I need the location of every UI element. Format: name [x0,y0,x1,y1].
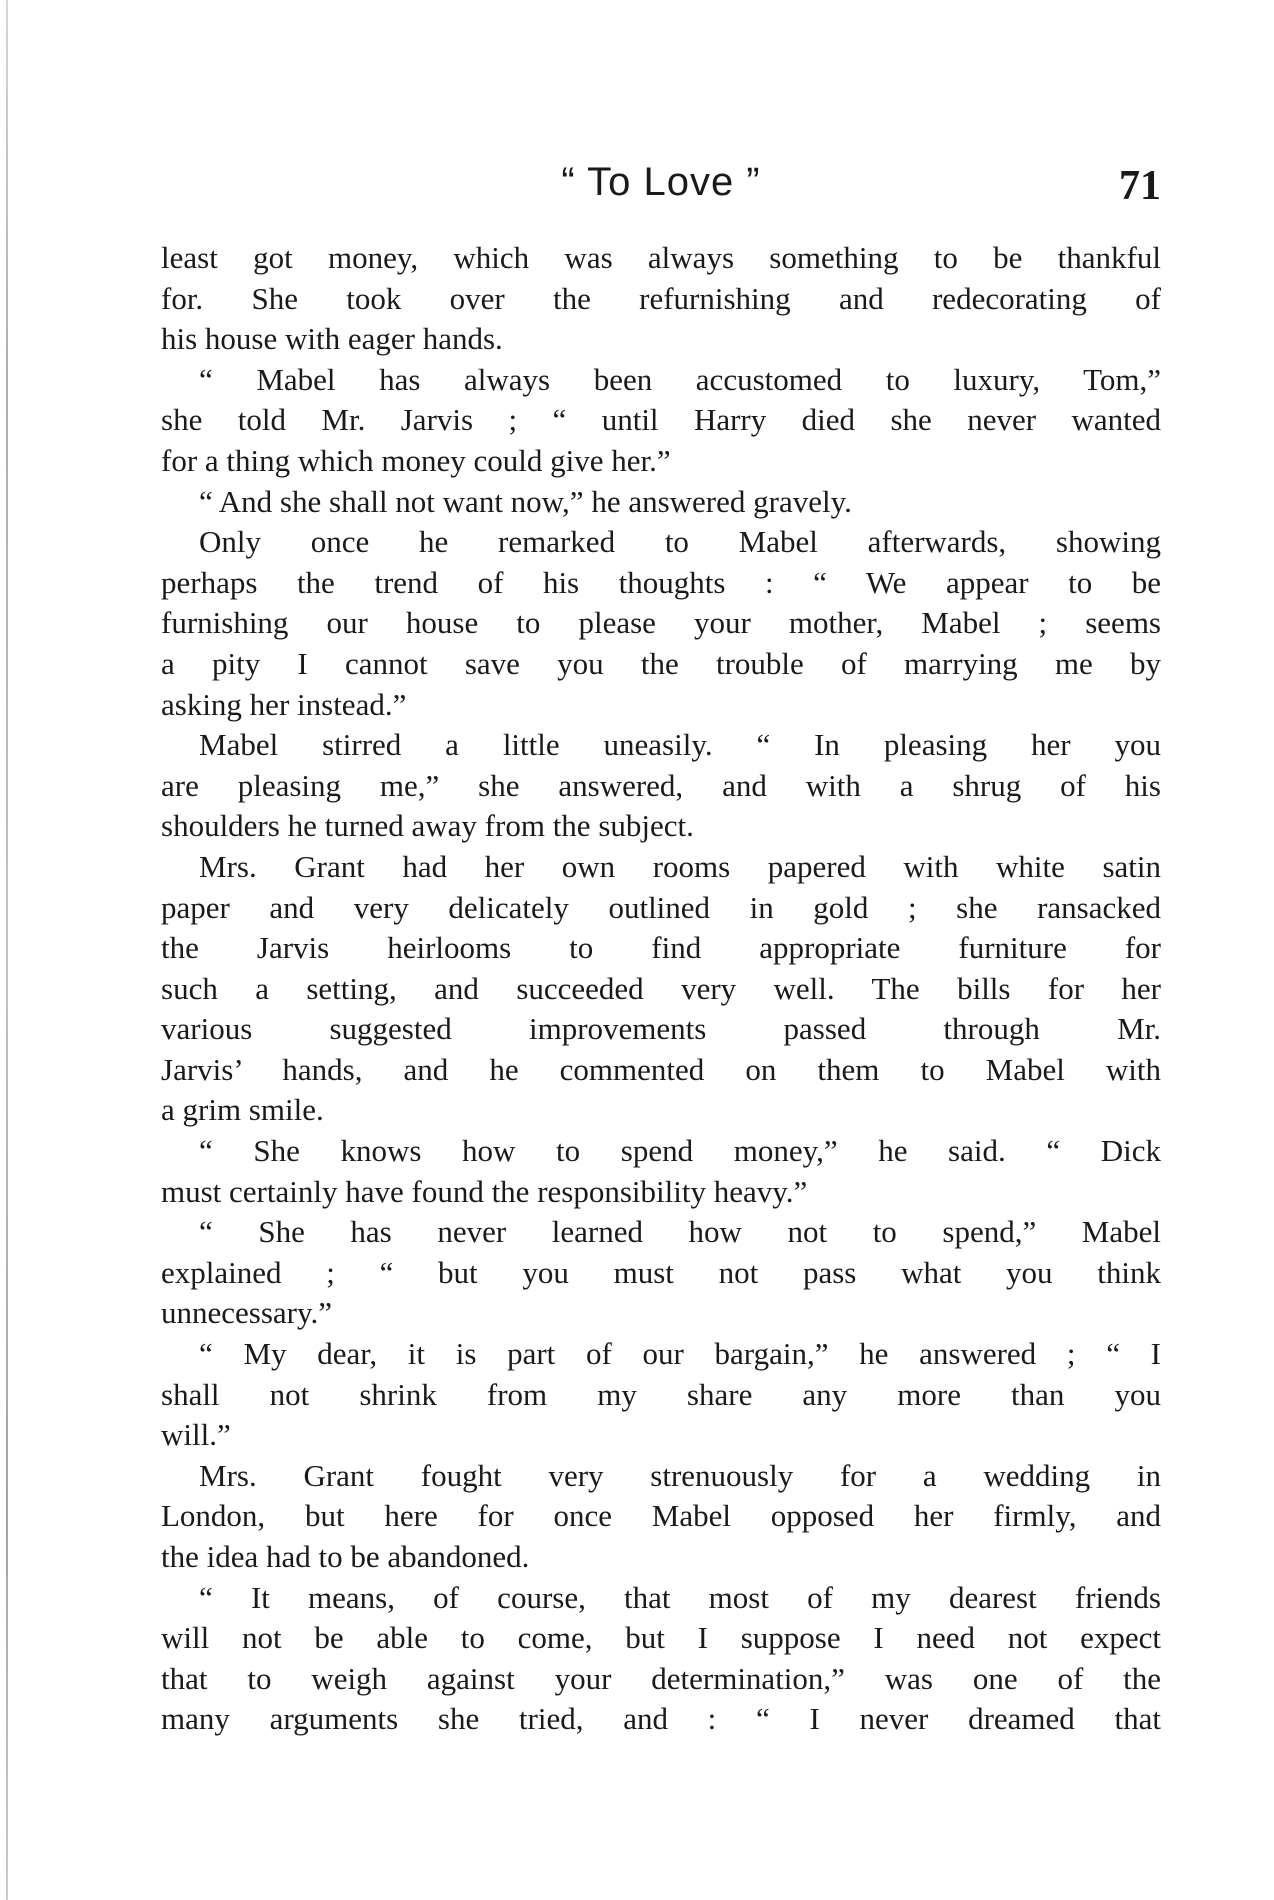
text-line: such a setting, and succeeded very well. The bills for her [161,970,1161,1006]
text-line: unnecessary.” [161,1295,332,1331]
text-line: “ My dear, it is part of our bargain,” he answered ; “ I [199,1336,1161,1372]
text-line: “ Mabel has always been accustomed to luxury, Tom,” [199,361,1161,397]
text-line: for a thing which money could give her.” [161,442,671,478]
text-line: a grim smile. [161,1092,324,1128]
text-line: Mabel stirred a little uneasily. “ In pleasing her you [199,727,1161,763]
text-line: Jarvis’ hands, and he commented on them to Mabel with [161,1051,1161,1087]
text-line: must certainly have found the responsibility heavy.” [161,1173,808,1209]
text-line: furnishing our house to please your mother, Mabel ; seems [161,605,1161,641]
text-line: many arguments she tried, and : “ I never dreamed that [161,1701,1161,1737]
chapter-title: “ To Love ” [561,160,761,204]
text-line: various suggested improvements passed through Mr. [161,1011,1161,1047]
text-line: Mrs. Grant had her own rooms papered with white satin [199,848,1161,884]
text-line: his house with eager hands. [161,321,503,357]
binding-edge [6,0,8,1900]
text-line: asking her instead.” [161,686,407,722]
running-head [161,160,1161,220]
body-text [161,238,1161,1740]
text-line: Mrs. Grant fought very strenuously for a wedding in [199,1457,1161,1493]
text-line: for. She took over the refurnishing and redecorating of [161,280,1161,316]
text-line: that to weigh against your determination,” was one of the [161,1660,1161,1696]
text-line: will not be able to come, but I suppose I need not expect [161,1620,1161,1656]
text-line: a pity I cannot save you the trouble of marrying me by [161,645,1161,681]
text-line: “ She knows how to spend money,” he said. “ Dick [199,1133,1161,1169]
text-line: the idea had to be abandoned. [161,1539,530,1574]
text-line: paper and very delicately outlined in gold ; she ransacked [161,889,1161,925]
text-line: are pleasing me,” she answered, and with a shrug of his [161,767,1161,803]
text-line: she told Mr. Jarvis ; “ until Harry died she never wanted [161,402,1161,438]
text-line: least got money, which was always something to be thankful [161,240,1161,275]
text-line: Only once he remarked to Mabel afterwards, showing [199,524,1161,560]
text-line: shoulders he turned away from the subject. [161,808,694,844]
page-number: 71 [1119,163,1161,209]
text-line: shall not shrink from my share any more than you [161,1376,1161,1412]
text-line: explained ; “ but you must not pass what you think [161,1254,1161,1290]
text-line: London, but here for once Mabel opposed her firmly, and [161,1498,1161,1534]
text-line: perhaps the trend of his thoughts : “ We appear to be [161,564,1161,600]
text-line: will.” [161,1417,231,1453]
text-line: “ She has never learned how not to spend,” Mabel [199,1214,1161,1250]
text-line: “ It means, of course, that most of my dearest friends [199,1579,1161,1615]
text-line: “ And she shall not want now,” he answered gravely. [199,483,852,519]
text-line: the Jarvis heirlooms to find appropriate furniture for [161,930,1161,966]
